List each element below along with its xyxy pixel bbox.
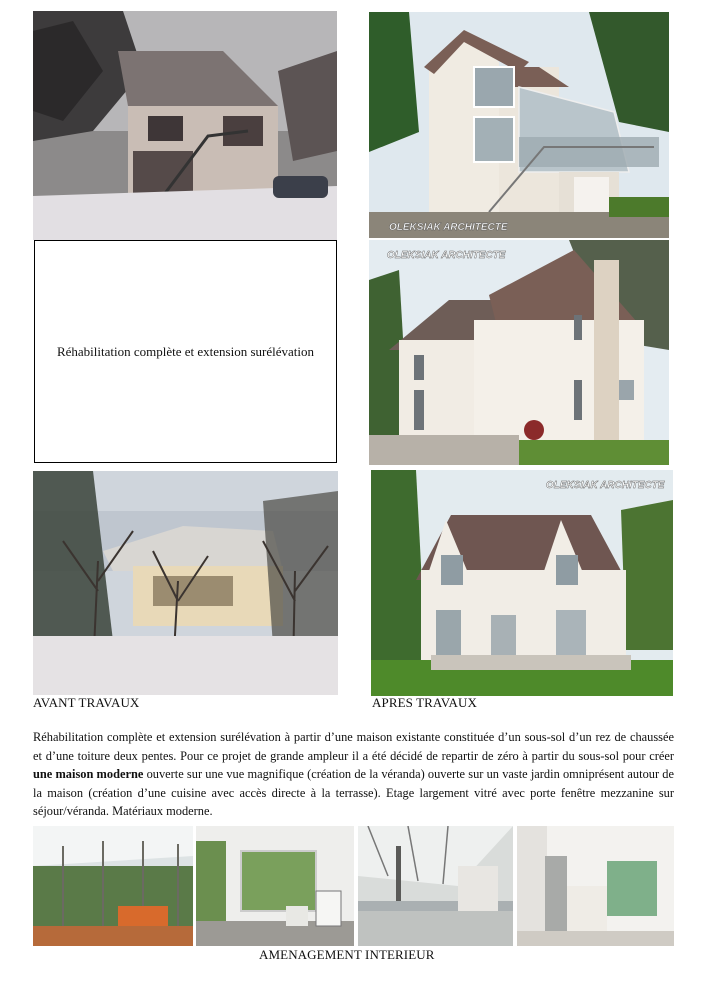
photo-interior-mezzanine (358, 826, 513, 946)
project-description (33, 728, 674, 821)
photo-before-front (33, 11, 337, 240)
watermark-text: OLEKSIAK ARCHITECTE (387, 250, 506, 261)
label-after: APRES TRAVAUX (372, 695, 477, 710)
photo-interior-veranda (33, 826, 193, 946)
caption-box (34, 240, 337, 463)
label-before: AVANT TRAVAUX (33, 695, 140, 710)
description-emphasis: une maison moderne (33, 767, 144, 782)
photo-after-side (369, 240, 669, 465)
photo-interior-living (196, 826, 354, 946)
watermark-text: OLEKSIAK ARCHITECTE (546, 480, 665, 491)
photo-after-garden (371, 470, 673, 696)
label-interior: AMENAGEMENT INTERIEUR (259, 947, 435, 962)
photo-before-garden (33, 471, 338, 695)
photo-after-front (369, 12, 669, 238)
photo-interior-kitchen (517, 826, 674, 946)
box-caption-text: Réhabilitation complète et extension surélévation (56, 343, 315, 359)
watermark-text: OLEKSIAK ARCHITECTE (389, 222, 508, 233)
description-part1: Réhabilitation complète et extension surélévation à partir d’une maison existante constituée d’un sous-sol d’un rez de chaussée et d’une toiture deux pentes. Pour ce projet de grande ampleur il a été décidé de repartir de zéro à partir du sous-sol pour créer (33, 730, 674, 763)
description-part2: ouverte sur une vue magnifique (création de la véranda) ouverte sur un vaste jardin omniprésent autour de la maison (création d’une cuisine avec accès directe à la terrasse). Etage largement vitré avec porte fenêtre mezzanine sur séjour/véranda. Matériaux moderne. (33, 767, 674, 819)
